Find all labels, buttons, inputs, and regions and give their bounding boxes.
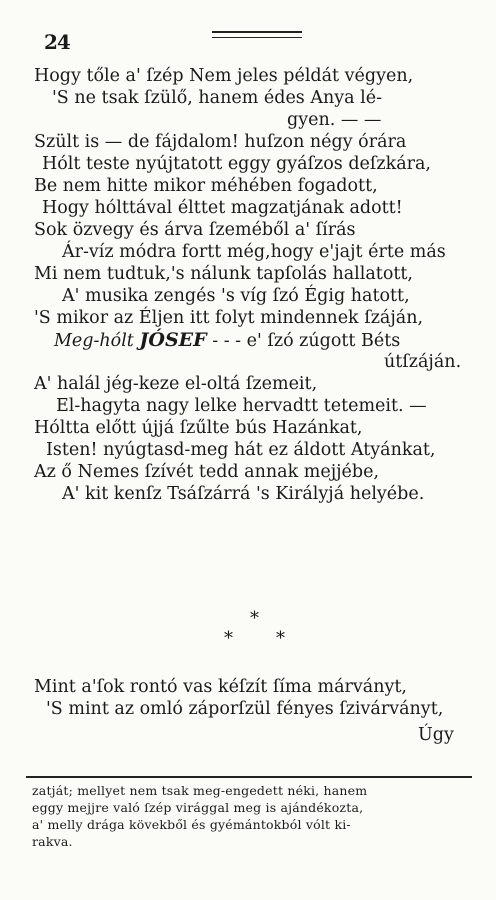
verse-fragment: - - - e' ſzó zúgott Béts — [212, 331, 401, 351]
verse-line: Mi nem tudtuk,'s nálunk tapſolás hallatott, — [34, 264, 413, 284]
footnote-line: rakva. — [32, 834, 73, 849]
verse-line: Az ő Nemes ſzívét tedd annak mejjébe, — [34, 462, 380, 482]
verse-line: Hogy hólttával élttet magzatjának adott! — [42, 198, 403, 218]
verse-line: A' halál jég-keze el-oltá ſzemeit, — [34, 374, 318, 394]
verse-line: Sok özvegy és árva ſzeméből a' ſírás — [34, 220, 356, 240]
verse-line: Be nem hitte mikor méhében fogadott, — [34, 176, 378, 196]
header-rule — [212, 31, 302, 33]
footnote-line: zatját; mellyet nem tsak meg-engedett néki, hanem — [32, 783, 368, 798]
italic-word: Meg-hólt — [54, 331, 134, 351]
verse-line: Isten! nyúgtasd-meg hát ez áldott Atyánkat, — [46, 440, 436, 460]
verse-line: Hogy tőle a' ſzép Nem jeles példát végyen, — [34, 66, 414, 86]
footnote-rule — [26, 776, 472, 778]
page-number: 24 — [44, 30, 70, 54]
header-rule-thin — [212, 37, 302, 38]
verse-line: Hóltta előtt újjá ſzűlte bús Hazánkat, — [34, 418, 363, 438]
emphasized-name: JÓSEF — [139, 329, 207, 351]
verse-line: A' kit kenſz Tsáſzárrá 's Királyjá helyébe. — [62, 484, 425, 504]
verse-line: Hólt teste nyújtatott eggy gyáſzos deſzkára, — [42, 154, 431, 174]
verse-line-special — [54, 329, 400, 352]
ornament-star: * — [224, 628, 233, 649]
verse-line: útſzáján. — [384, 352, 462, 372]
verse-line: A' musika zengés 's víg ſzó Égig hatott, — [62, 286, 410, 306]
verse-line: 'S mikor az Éljen itt folyt mindennek ſzáján, — [34, 308, 424, 328]
verse-line: El-hagyta nagy lelke hervadtt tetemeit. — — [56, 396, 427, 416]
footnote-line: eggy mejjre való ſzép virággal meg is ajándékozta, — [32, 800, 364, 815]
footnote-line: a' melly drága kövekből és gyémántokból vólt ki- — [32, 817, 351, 832]
ornament-star: * — [276, 628, 285, 649]
verse-line: gyen. — — — [287, 110, 382, 130]
catchword: Úgy — [418, 725, 454, 745]
verse-line: Szült is — de fájdalom! huſzon négy órára — [34, 132, 407, 152]
ornament-star: * — [250, 608, 259, 629]
verse-line: Ár-víz módra fortt még,hogy e'jajt érte más — [62, 242, 446, 262]
verse-line: 'S ne tsak ſzülő, hanem édes Anya lé- — [52, 88, 382, 108]
verse-line: Mint a'ſok rontó vas kéſzít ſíma márványt, — [34, 677, 407, 697]
verse-line: 'S mint az omló záporſzül fényes ſzivárványt, — [46, 699, 444, 719]
